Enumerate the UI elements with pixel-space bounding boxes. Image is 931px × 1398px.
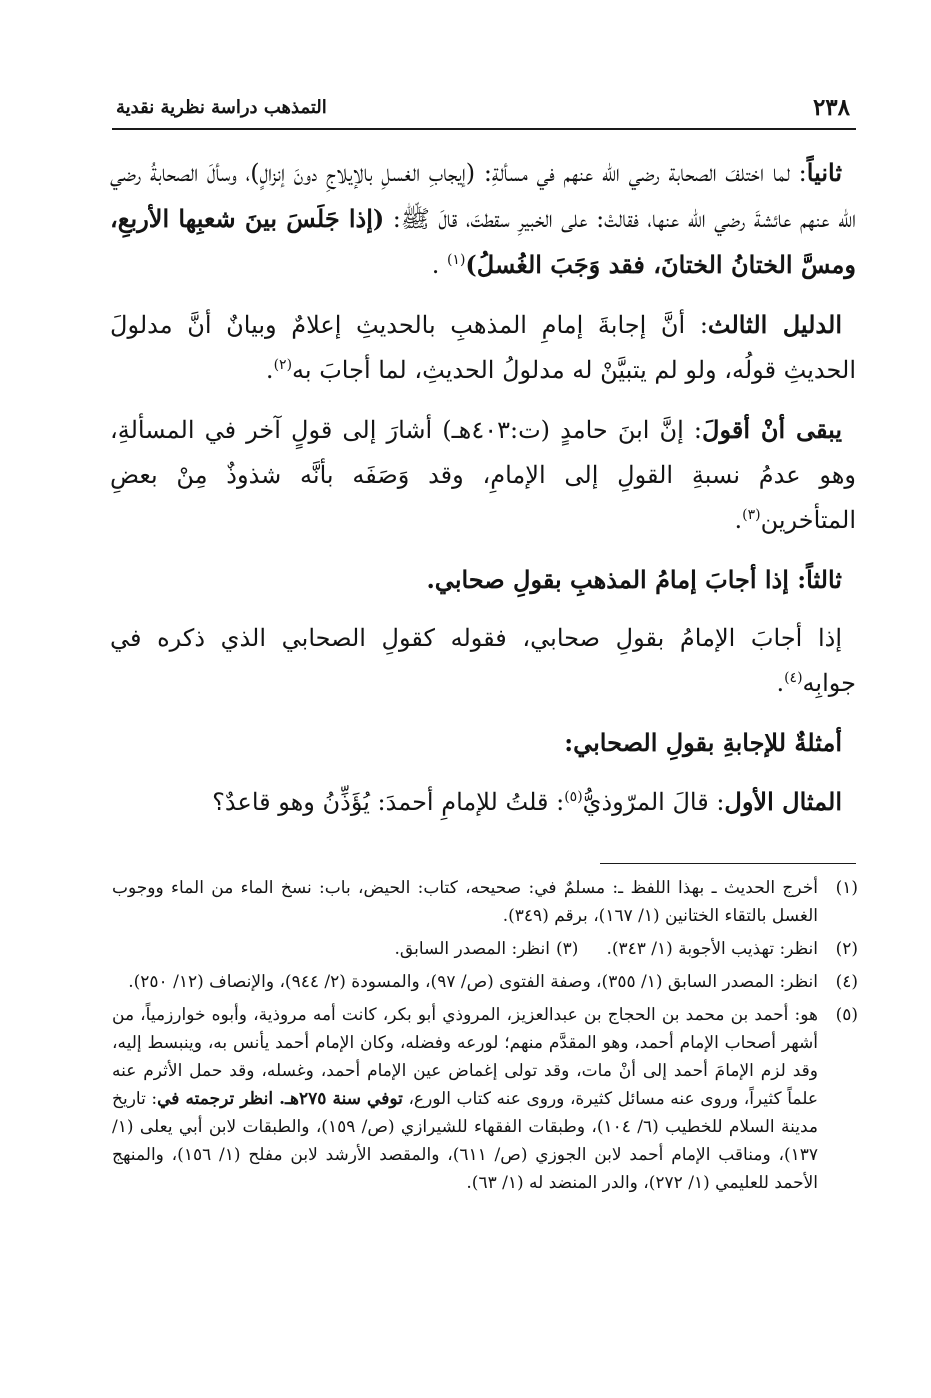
footnote-bold-text: توفي سنة ٢٧٥هـ. انظر ترجمته في — [157, 1089, 403, 1109]
paragraph-end: . — [265, 356, 274, 384]
paragraph-text: إذا أجابَ الإمامُ بقولِ صحابي، فقوله كقولِ الصحابي الذي ذكره في جوابِه — [110, 624, 856, 697]
paragraph-lead: يبقى أنْ أقولَ — [702, 415, 843, 444]
footnote-reference[interactable]: (٤) — [784, 670, 803, 686]
paragraph-remains — [110, 407, 856, 543]
section-heading-thirdly: ثالثاً: إذا أجابَ إمامُ المذهبِ بقولِ صحابي. — [426, 565, 842, 594]
paragraph-text: : قلتُ للإمامِ أحمدَ: يُؤَذِّنُ وهو قاعدٌ؟ — [212, 788, 565, 816]
paragraph-end: . — [431, 251, 447, 279]
footnote-number: (٢) — [835, 939, 858, 959]
footnote-text: : تاريخ مدينة السلام للخطيب (٦/ ١٠٤)، وطبقات الفقهاء للشيرازي (ص/ ١٥٩)، والطبقات لابن أبي يعلى (١/ ١٣٧)، ومناقب الإمام أحمد لابن الجوزي (ص/ ٦١١)، والمقصد الأرشد لابن مفلح (١/ ١٥٦)، والمنهج الأحمد للعليمي (١/ ٢٧٢)، والدر المنضد له (١/ ٦٣). — [112, 1089, 819, 1193]
paragraph-lead: ثانياً — [806, 158, 842, 187]
paragraph-third-evidence — [110, 302, 856, 393]
footnote-text: هو: أحمد بن محمد بن الحجاج بن عبدالعزيز، المروذي أبو بكر، كانت أمه مروذية، وأبوه خوارزمياً، من أشهر أصحاب الإمام أحمد، وهو المقدَّم منهم؛ لورعه وفضله، وكان الإمام أحمد يأنس به، وينبسط إليه، وقد لزم الإمامَ أحمد إلى أنْ مات، وقد تولى إغماض عين الإمام أحمد، وغسله، وقد حمل الأثرم عنه علماً كثيراً، وروى عنه مسائل كثيرة، وروى عنه كتاب الورع، — [112, 1005, 818, 1109]
paragraph-text: : لما اختلفَ الصحابة رضي الله عنهم في مسألةِ: (إيجابِ الغسلِ بالإيلاجِ دونَ إنزالٍ)، وسألَ الصحابةُ رضي الله عنهم عائشةَ رضي الله عنها، فقالتْ: على الخبيرِ سقطتَ، قالَ ﷺ: — [110, 159, 856, 233]
footnote-divider — [600, 863, 856, 864]
footnote-reference[interactable]: (٣) — [742, 507, 761, 523]
footnote-number: (٣) — [556, 939, 579, 959]
footnotes — [112, 874, 858, 1202]
footnote-text: انظر: المصدر السابق. — [394, 939, 551, 959]
paragraph-lead: الدليل الثالث — [707, 310, 842, 339]
hadith-quote: (إذا جَلَسَ بينَ شعبِها الأربعِ، ومسَّ الختانُ الختانَ، فقد وَجَبَ الغُسلُ) — [110, 204, 856, 279]
paragraph-text: : إنَّ ابنَ حامدٍ (ت:٤٠٣هـ) أشارَ إلى قولٍ آخر في المسألةِ، وهو عدمُ نسبةِ القولِ إلى الإمامِ، وقد وَصَفَه بأنَّه شذوذٌ مِنْ بعضِ المتأخرين — [110, 416, 856, 534]
paragraph-secondly — [110, 150, 856, 288]
footnote-2-3 — [112, 935, 858, 963]
footnote-1 — [112, 874, 858, 930]
footnote-number: (٤) — [835, 972, 858, 992]
footnote-reference[interactable]: (٥) — [564, 789, 583, 805]
paragraph-end: . — [734, 506, 743, 534]
footnote-number: (٥) — [835, 1005, 858, 1025]
footnote-text: انظر: المصدر السابق (١/ ٣٥٥)، وصفة الفتوى (ص/ ٩٧)، والمسودة (٢/ ٩٤٤)، والإنصاف (١٢/ ٢٥٠). — [128, 972, 818, 992]
main-text — [110, 150, 856, 839]
paragraph-companion-answer — [110, 616, 856, 706]
footnote-reference[interactable]: (١) — [446, 252, 466, 268]
paragraph-end: . — [776, 669, 785, 697]
footnote-text: أخرج الحديث ـ بهذا اللفظ ـ: مسلمٌ في: صحيحه، كتاب: الحيض، باب: نسخ الماء من الماء ووجوب الغسل بالتقاء الختانين (١/ ١٦٧)، برقم (٣٤٩). — [112, 878, 818, 926]
section-heading-examples: أمثلةٌ للإجابةِ بقولِ الصحابي: — [564, 728, 842, 757]
footnote-number: (١) — [835, 878, 858, 898]
footnote-4 — [112, 968, 858, 996]
running-title: التمذهب دراسة نظرية نقدية — [116, 97, 327, 118]
page-number: ٢٣٨ — [812, 94, 850, 121]
footnote-5 — [112, 1001, 858, 1197]
paragraph-first-example — [110, 779, 856, 825]
paragraph-text: : أنَّ إجابةَ إمامِ المذهبِ بالحديثِ إعلامٌ وبيانٌ أنَّ مدلولَ الحديثِ قولُه، ولو لم يتبيَّنْ له مدلولُ الحديثِ، لما أجابَ به — [110, 311, 856, 384]
page-header — [112, 94, 856, 130]
paragraph-text: : قالَ المرّوذيُّ — [582, 788, 725, 816]
paragraph-lead: المثال الأول — [724, 787, 842, 816]
footnote-reference[interactable]: (٢) — [273, 357, 293, 373]
footnote-text: انظر: تهذيب الأجوبة (١/ ٣٤٣). — [606, 939, 818, 959]
